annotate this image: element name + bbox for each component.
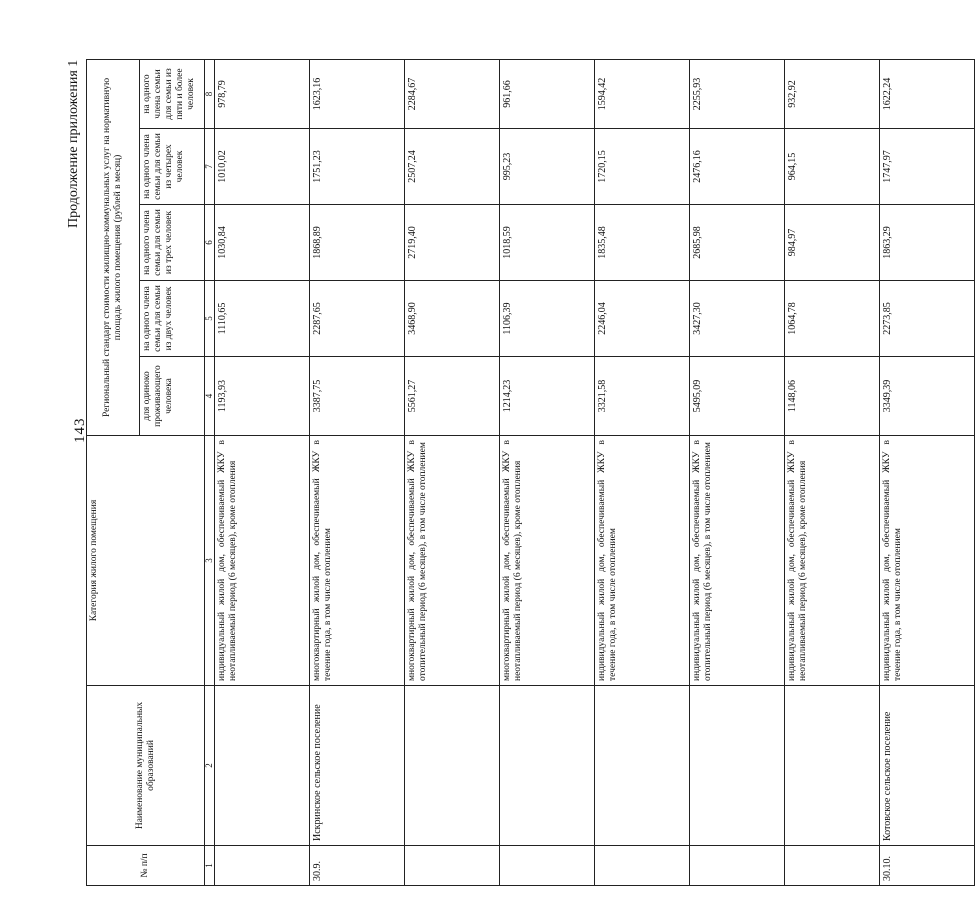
row-value-single: 1148,06 (785, 357, 880, 436)
header-row-1 (87, 59, 140, 885)
header-municipality: Наименование муниципальных образований (87, 686, 205, 846)
row-category: многоквартирный жилой дом, обеспечиваемый ЖКУ в неотапливаемый период (6 месяцев), кроме отопления (500, 436, 595, 686)
header-category: Категория жилого помещения (87, 436, 205, 686)
row-value-three: 1018,59 (500, 205, 595, 281)
row-no (785, 846, 880, 886)
row-category: индивидуальный жилой дом, обеспечиваемый ЖКУ в отопительный период (6 месяцев), в том числе отоплением (690, 436, 785, 686)
index-cell: 5 (205, 281, 215, 357)
header-col-five: на одного члена семьи для семьи из пяти и более человек (140, 59, 205, 128)
row-no: 30.9. (310, 846, 405, 886)
row-no (595, 846, 690, 886)
housing-cost-table (86, 59, 975, 886)
row-no (405, 846, 500, 886)
index-row (205, 59, 215, 885)
index-cell: 1 (205, 846, 215, 886)
index-cell: 3 (205, 436, 215, 686)
row-no (500, 846, 595, 886)
table-row (880, 59, 975, 885)
row-category: индивидуальный жилой дом, обеспечиваемый ЖКУ в неотапливаемый период (6 месяцев), кроме отопления (215, 436, 310, 686)
header-no: № п/п (87, 846, 205, 886)
row-value-two: 3427,30 (690, 281, 785, 357)
row-value-single: 5495,09 (690, 357, 785, 436)
row-value-five: 932,92 (785, 59, 880, 128)
row-value-three: 1868,89 (310, 205, 405, 281)
row-value-two: 3468,90 (405, 281, 500, 357)
index-cell: 2 (205, 686, 215, 846)
row-municipality (785, 686, 880, 846)
table-row (405, 59, 500, 885)
row-value-single: 1214,23 (500, 357, 595, 436)
table-row (215, 59, 310, 885)
row-value-four: 964,15 (785, 129, 880, 205)
row-category: многоквартирный жилой дом, обеспечиваемый ЖКУ в течение года, в том числе отоплением (310, 436, 405, 686)
row-municipality: Котовское сельское поселение (880, 686, 975, 846)
row-value-three: 2685,98 (690, 205, 785, 281)
continuation-caption: Продолжение приложения 1 (66, 59, 81, 228)
rotated-table-wrapper (86, 60, 903, 886)
header-col-four: на одного члена семьи для семьи из четырех человек (140, 129, 205, 205)
row-value-three: 1030,84 (215, 205, 310, 281)
row-category: индивидуальный жилой дом, обеспечиваемый ЖКУ в течение года, в том числе отоплением (595, 436, 690, 686)
header-col-single: для одиноко проживающего человека (140, 357, 205, 436)
row-value-two: 1106,39 (500, 281, 595, 357)
row-value-four: 1010,02 (215, 129, 310, 205)
row-value-single: 3349,39 (880, 357, 975, 436)
row-value-four: 1720,15 (595, 129, 690, 205)
row-value-two: 1110,65 (215, 281, 310, 357)
row-municipality (595, 686, 690, 846)
row-value-single: 3387,75 (310, 357, 405, 436)
index-cell: 6 (205, 205, 215, 281)
row-value-four: 1747,97 (880, 129, 975, 205)
row-value-single: 1193,93 (215, 357, 310, 436)
row-value-single: 3321,58 (595, 357, 690, 436)
index-cell: 4 (205, 357, 215, 436)
row-value-two: 2246,04 (595, 281, 690, 357)
header-col-two: на одного члена семьи для семьи из двух человек (140, 281, 205, 357)
row-value-two: 1064,78 (785, 281, 880, 357)
page-number: 143 (72, 417, 88, 443)
row-value-five: 2284,67 (405, 59, 500, 128)
row-category: многоквартирный жилой дом, обеспечиваемый ЖКУ в отопительный период (6 месяцев), в том числе отоплением (405, 436, 500, 686)
index-cell: 7 (205, 129, 215, 205)
row-value-five: 1623,16 (310, 59, 405, 128)
row-municipality (690, 686, 785, 846)
row-value-five: 1594,42 (595, 59, 690, 128)
row-value-four: 1751,23 (310, 129, 405, 205)
index-cell: 8 (205, 59, 215, 128)
row-category: индивидуальный жилой дом, обеспечиваемый ЖКУ в течение года, в том числе отоплением (880, 436, 975, 686)
header-col-three: на одного члена семьи для семьи из трех человек (140, 205, 205, 281)
row-value-four: 2507,24 (405, 129, 500, 205)
row-value-three: 1835,48 (595, 205, 690, 281)
header-standard: Региональный стандарт стоимости жилищно-коммунальных услуг на нормативную площадь жилого помещения (рублей в месяц) (87, 59, 140, 435)
row-municipality: Искринское сельское поселение (310, 686, 405, 846)
table-row (310, 59, 405, 885)
row-no (690, 846, 785, 886)
row-municipality (500, 686, 595, 846)
table-row (500, 59, 595, 885)
row-value-four: 995,23 (500, 129, 595, 205)
row-no (215, 846, 310, 886)
row-value-two: 2287,65 (310, 281, 405, 357)
row-no: 30.10. (880, 846, 975, 886)
row-category: индивидуальный жилой дом, обеспечиваемый ЖКУ в неотапливаемый период (6 месяцев), кроме отопления (785, 436, 880, 686)
row-value-five: 2255,93 (690, 59, 785, 128)
row-value-four: 2476,16 (690, 129, 785, 205)
row-value-five: 978,79 (215, 59, 310, 128)
row-value-three: 1863,29 (880, 205, 975, 281)
row-value-single: 5561,27 (405, 357, 500, 436)
table-row (785, 59, 880, 885)
row-value-three: 2719,40 (405, 205, 500, 281)
row-value-five: 961,66 (500, 59, 595, 128)
row-value-three: 984,97 (785, 205, 880, 281)
row-municipality (405, 686, 500, 846)
table-row (595, 59, 690, 885)
row-value-five: 1622,24 (880, 59, 975, 128)
row-value-two: 2273,85 (880, 281, 975, 357)
row-municipality (215, 686, 310, 846)
table-row (690, 59, 785, 885)
